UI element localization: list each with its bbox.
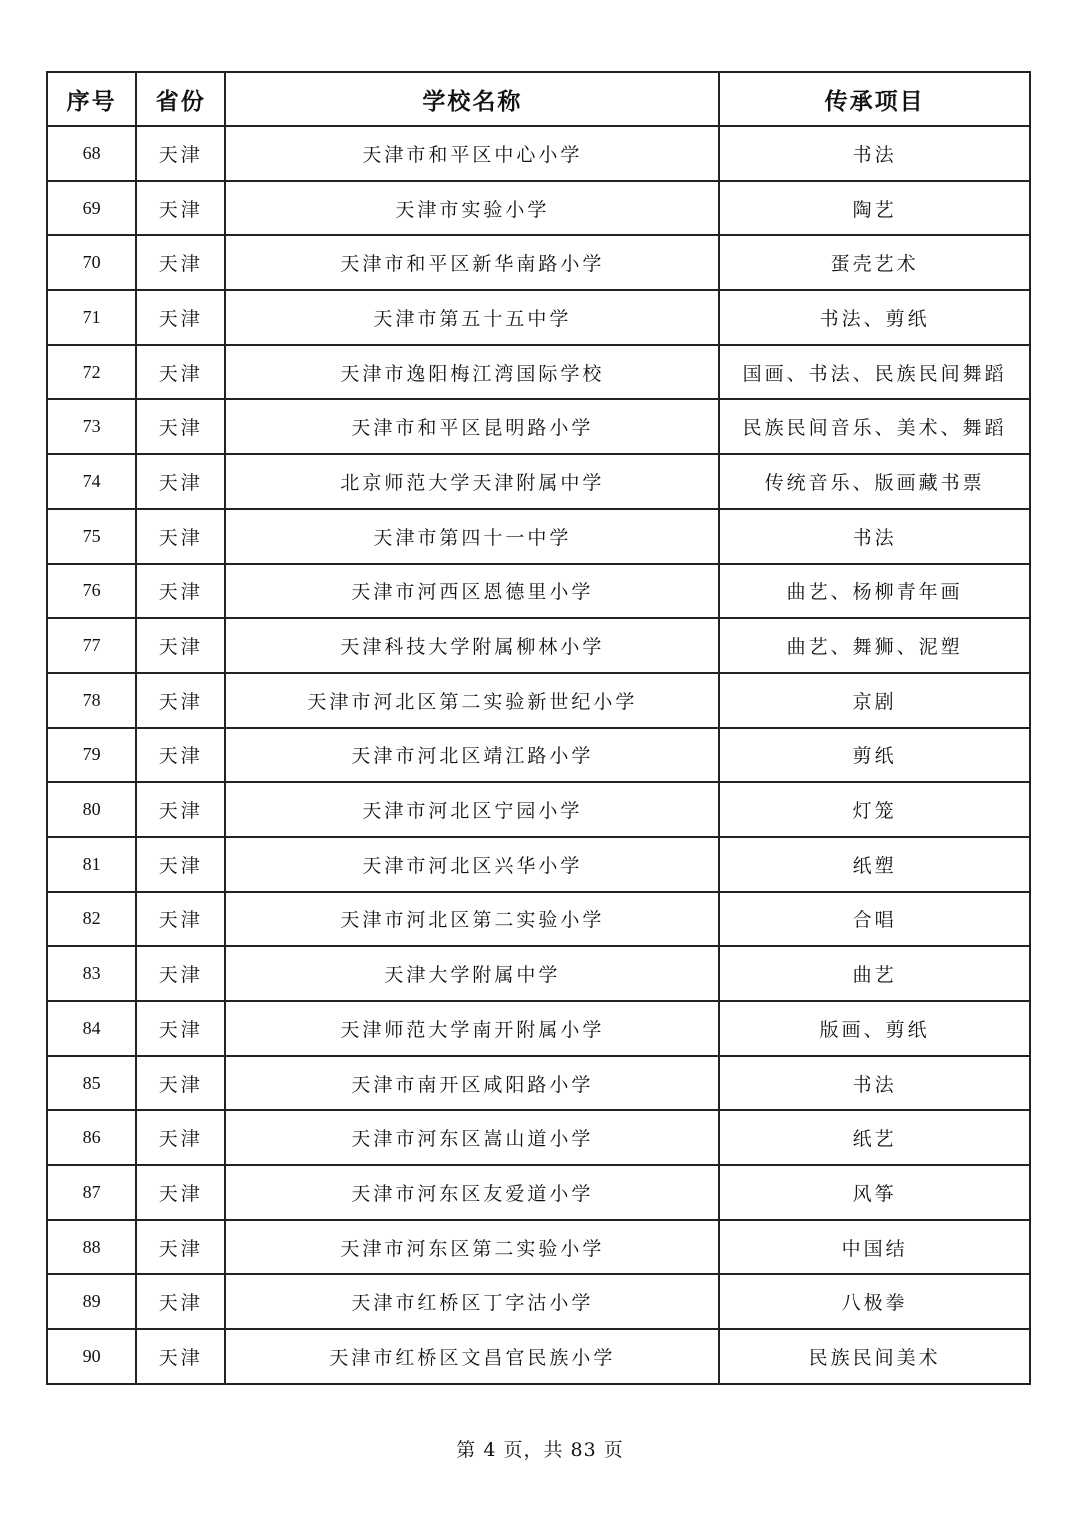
cell-school: 天津市和平区昆明路小学 [225, 399, 719, 454]
cell-province: 天津 [136, 1165, 225, 1220]
cell-school: 天津大学附属中学 [225, 946, 719, 1001]
table-row [47, 1110, 1030, 1165]
header-num: 序号 [47, 72, 136, 126]
cell-province: 天津 [136, 782, 225, 837]
table-row [47, 1165, 1030, 1220]
cell-project: 曲艺、舞狮、泥塑 [719, 618, 1030, 673]
table-row [47, 454, 1030, 509]
cell-project: 陶艺 [719, 181, 1030, 236]
cell-school: 天津市河东区友爱道小学 [225, 1165, 719, 1220]
cell-school: 天津市和平区新华南路小学 [225, 235, 719, 290]
cell-num: 85 [47, 1056, 136, 1111]
table-row [47, 399, 1030, 454]
cell-project: 民族民间音乐、美术、舞蹈 [719, 399, 1030, 454]
cell-province: 天津 [136, 454, 225, 509]
cell-num: 70 [47, 235, 136, 290]
cell-project: 风筝 [719, 1165, 1030, 1220]
cell-school: 天津市河北区兴华小学 [225, 837, 719, 892]
cell-school: 天津市河西区恩德里小学 [225, 564, 719, 619]
cell-project: 曲艺、杨柳青年画 [719, 564, 1030, 619]
table-row [47, 673, 1030, 728]
table-row [47, 126, 1030, 181]
cell-num: 88 [47, 1220, 136, 1275]
cell-school: 天津市河北区第二实验新世纪小学 [225, 673, 719, 728]
cell-num: 81 [47, 837, 136, 892]
table-row [47, 564, 1030, 619]
cell-school: 天津市南开区咸阳路小学 [225, 1056, 719, 1111]
cell-num: 68 [47, 126, 136, 181]
cell-province: 天津 [136, 345, 225, 400]
cell-school: 天津市第四十一中学 [225, 509, 719, 564]
cell-school: 天津科技大学附属柳林小学 [225, 618, 719, 673]
header-province: 省份 [136, 72, 225, 126]
cell-school: 天津市逸阳梅江湾国际学校 [225, 345, 719, 400]
cell-project: 书法 [719, 509, 1030, 564]
cell-school: 天津市河东区第二实验小学 [225, 1220, 719, 1275]
table-row [47, 1329, 1030, 1384]
cell-num: 69 [47, 181, 136, 236]
cell-num: 77 [47, 618, 136, 673]
cell-num: 89 [47, 1274, 136, 1329]
cell-province: 天津 [136, 1220, 225, 1275]
table-row [47, 181, 1030, 236]
table-row [47, 1056, 1030, 1111]
cell-num: 84 [47, 1001, 136, 1056]
table-row [47, 728, 1030, 783]
table-row [47, 1220, 1030, 1275]
cell-num: 87 [47, 1165, 136, 1220]
cell-num: 74 [47, 454, 136, 509]
table-row [47, 1274, 1030, 1329]
cell-num: 80 [47, 782, 136, 837]
cell-school: 天津市红桥区文昌官民族小学 [225, 1329, 719, 1384]
cell-province: 天津 [136, 290, 225, 345]
cell-school: 天津市和平区中心小学 [225, 126, 719, 181]
cell-project: 书法 [719, 126, 1030, 181]
cell-project: 曲艺 [719, 946, 1030, 1001]
table-row [47, 345, 1030, 400]
cell-province: 天津 [136, 509, 225, 564]
cell-province: 天津 [136, 728, 225, 783]
cell-project: 书法 [719, 1056, 1030, 1111]
cell-num: 82 [47, 892, 136, 947]
cell-project: 传统音乐、版画藏书票 [719, 454, 1030, 509]
cell-province: 天津 [136, 1056, 225, 1111]
schools-table [46, 71, 1031, 1385]
cell-num: 90 [47, 1329, 136, 1384]
cell-num: 79 [47, 728, 136, 783]
cell-project: 纸塑 [719, 837, 1030, 892]
table-row [47, 946, 1030, 1001]
cell-project: 书法、剪纸 [719, 290, 1030, 345]
table-row [47, 782, 1030, 837]
cell-province: 天津 [136, 564, 225, 619]
cell-num: 76 [47, 564, 136, 619]
cell-school: 天津市河北区宁园小学 [225, 782, 719, 837]
table-row [47, 618, 1030, 673]
cell-province: 天津 [136, 618, 225, 673]
cell-num: 83 [47, 946, 136, 1001]
cell-province: 天津 [136, 892, 225, 947]
cell-num: 78 [47, 673, 136, 728]
cell-project: 版画、剪纸 [719, 1001, 1030, 1056]
cell-school: 天津师范大学南开附属小学 [225, 1001, 719, 1056]
table-row [47, 837, 1030, 892]
cell-num: 71 [47, 290, 136, 345]
cell-project: 八极拳 [719, 1274, 1030, 1329]
cell-project: 蛋壳艺术 [719, 235, 1030, 290]
cell-province: 天津 [136, 126, 225, 181]
table-row [47, 892, 1030, 947]
cell-project: 国画、书法、民族民间舞蹈 [719, 345, 1030, 400]
cell-province: 天津 [136, 1110, 225, 1165]
cell-project: 京剧 [719, 673, 1030, 728]
header-project: 传承项目 [719, 72, 1030, 126]
table-row [47, 290, 1030, 345]
header-school: 学校名称 [225, 72, 719, 126]
cell-school: 北京师范大学天津附属中学 [225, 454, 719, 509]
cell-province: 天津 [136, 1274, 225, 1329]
cell-project: 纸艺 [719, 1110, 1030, 1165]
cell-project: 灯笼 [719, 782, 1030, 837]
cell-num: 86 [47, 1110, 136, 1165]
page-number: 第 4 页，共 83 页 [456, 1439, 624, 1461]
table-row [47, 1001, 1030, 1056]
cell-project: 剪纸 [719, 728, 1030, 783]
cell-province: 天津 [136, 181, 225, 236]
cell-province: 天津 [136, 1001, 225, 1056]
cell-province: 天津 [136, 946, 225, 1001]
table-row [47, 235, 1030, 290]
cell-province: 天津 [136, 1329, 225, 1384]
table-body [47, 126, 1030, 1384]
cell-project: 民族民间美术 [719, 1329, 1030, 1384]
cell-project: 合唱 [719, 892, 1030, 947]
cell-num: 75 [47, 509, 136, 564]
cell-school: 天津市第五十五中学 [225, 290, 719, 345]
cell-num: 72 [47, 345, 136, 400]
cell-school: 天津市河北区靖江路小学 [225, 728, 719, 783]
header-row [47, 72, 1030, 126]
cell-school: 天津市红桥区丁字沽小学 [225, 1274, 719, 1329]
cell-province: 天津 [136, 235, 225, 290]
table-row [47, 509, 1030, 564]
cell-province: 天津 [136, 399, 225, 454]
cell-province: 天津 [136, 673, 225, 728]
cell-num: 73 [47, 399, 136, 454]
cell-school: 天津市河东区嵩山道小学 [225, 1110, 719, 1165]
cell-school: 天津市河北区第二实验小学 [225, 892, 719, 947]
cell-province: 天津 [136, 837, 225, 892]
table-header [47, 72, 1030, 126]
cell-project: 中国结 [719, 1220, 1030, 1275]
cell-school: 天津市实验小学 [225, 181, 719, 236]
